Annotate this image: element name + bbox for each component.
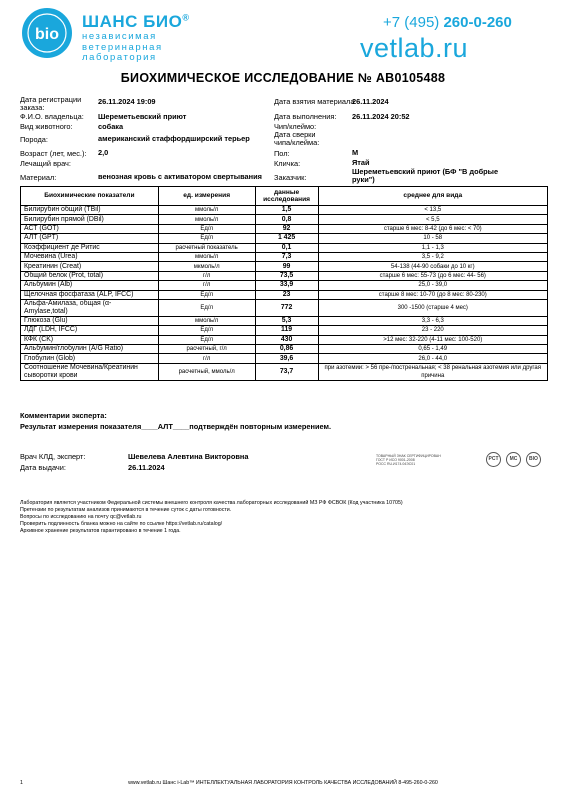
- breed: американский стаффордширский терьер: [98, 134, 250, 143]
- reference-cell: 10 - 58: [318, 234, 547, 243]
- table-row: [21, 243, 548, 252]
- unit-cell: Ед/л: [158, 224, 255, 233]
- reference-cell: 23 - 220: [318, 326, 547, 335]
- table-row: [21, 363, 548, 380]
- logo-text: bio: [35, 26, 59, 43]
- parameter-name: Креатинин (Creat): [21, 262, 159, 271]
- table-row: [21, 215, 548, 224]
- age-label: Возраст (лет, мес.):: [20, 149, 87, 158]
- parameter-name: КФК (CK): [21, 335, 159, 344]
- reference-cell: < 13,5: [318, 206, 547, 215]
- sex: М: [352, 148, 359, 157]
- note-line: Архивное хранение результатов гарантировано в течение 1 года.: [20, 528, 181, 534]
- report-title: БИОХИМИЧЕСКОЕ ИССЛЕДОВАНИЕ № АВ0105488: [120, 71, 446, 85]
- table-row: [21, 345, 548, 354]
- parameter-name: Мочевина (Urea): [21, 252, 159, 261]
- unit-cell: г/л: [158, 271, 255, 280]
- note-line: Лаборатория является участником Федеральной системы внешнего контроля качества лабораторных исследований МЗ РФ ФСВОК (Код участника 10705): [20, 500, 403, 506]
- lab-logo: [22, 8, 72, 58]
- value-cell: 39,6: [255, 354, 318, 363]
- parameter-name: Глюкоза (Glu): [21, 316, 159, 325]
- sex-label: Пол:: [274, 149, 290, 158]
- table-row: [21, 299, 548, 316]
- note-line: Претензии по результатам анализов принимаются в течение суток с даты готовности.: [20, 507, 232, 513]
- sample-date: 26.11.2024: [352, 97, 389, 106]
- value-cell: 5,3: [255, 316, 318, 325]
- value-cell: 0,8: [255, 215, 318, 224]
- table-row: [21, 281, 548, 290]
- reference-cell: 54-138 (44-90 собаки до 10 кг): [318, 262, 547, 271]
- reference-cell: 1,1 - 1,3: [318, 243, 547, 252]
- value-cell: 23: [255, 290, 318, 299]
- unit-cell: мкмоль/л: [158, 262, 255, 271]
- parameter-name: Глобулин (Glob): [21, 354, 159, 363]
- sample-date-label: Дата взятия материала: [274, 97, 355, 106]
- customer: Шереметьевский приют (БФ "В добрые руки"): [352, 167, 499, 184]
- parameter-name: Билирубин общий (TBil): [21, 206, 159, 215]
- value-cell: 73,7: [255, 363, 318, 380]
- parameter-name: АЛТ (GPT): [21, 234, 159, 243]
- unit-cell: Ед/л: [158, 335, 255, 344]
- owner-label: Ф.И.О. владельца:: [20, 112, 84, 121]
- value-cell: 92: [255, 224, 318, 233]
- parameter-name: Соотношение Мочевина/Креатинин сыворотки крови: [21, 363, 159, 380]
- results-table: [20, 186, 548, 381]
- table-row: [21, 206, 548, 215]
- value-cell: 1 425: [255, 234, 318, 243]
- unit-cell: г/л: [158, 354, 255, 363]
- table-row: [21, 262, 548, 271]
- value-cell: 7,3: [255, 252, 318, 261]
- reg-date: 26.11.2024 19:09: [98, 97, 156, 106]
- note-line: Вопросы по исследованию на почту qc@vetlab.ru: [20, 514, 142, 520]
- table-row: [21, 335, 548, 344]
- parameter-name: Альфа-Амилаза, общая (α-Amylase,total): [21, 299, 159, 316]
- reference-cell: >12 мес: 32-220 (4-11 мес: 100-520): [318, 335, 547, 344]
- comments-heading: Комментарии эксперта:: [20, 411, 107, 420]
- lab-website[interactable]: vetlab.ru: [360, 33, 469, 63]
- value-cell: 1,5: [255, 206, 318, 215]
- unit-cell: расчетный показатель: [158, 243, 255, 252]
- parameter-name: АСТ (GOT): [21, 224, 159, 233]
- reference-cell: 3,3 - 6,3: [318, 316, 547, 325]
- issue-date: 26.11.2024: [128, 463, 165, 472]
- species-label: Вид животного:: [20, 122, 73, 131]
- parameter-name: Общий белок (Prot, total): [21, 271, 159, 280]
- unit-cell: г/л: [158, 281, 255, 290]
- value-cell: 430: [255, 335, 318, 344]
- parameter-name: Щелочная фосфатаза (ALP, IFCC): [21, 290, 159, 299]
- reference-cell: 26,0 - 44,0: [318, 354, 547, 363]
- breed-label: Порода:: [20, 135, 48, 144]
- chip-label: Чип/клеймо:: [274, 122, 317, 131]
- value-cell: 119: [255, 326, 318, 335]
- reference-cell: при азотемии: > 56 пре-/постренальная; < 38 ренальная азотемия или другая причина: [318, 363, 547, 380]
- material-label: Материал:: [20, 173, 57, 182]
- age: 2,0: [98, 148, 109, 157]
- nickname-label: Кличка:: [274, 159, 301, 168]
- unit-cell: ммоль/л: [158, 206, 255, 215]
- table-row: [21, 234, 548, 243]
- brand-subtitle: независимая ветеринарная лаборатория: [82, 31, 163, 63]
- col-header-unit: ед. измерения: [158, 187, 255, 206]
- parameter-name: Билирубин прямой (DBil): [21, 215, 159, 224]
- mc-cert-icon: MC: [506, 452, 521, 467]
- reference-cell: 25,0 - 39,0: [318, 281, 547, 290]
- done-date-label: Дата выполнения:: [274, 112, 337, 121]
- unit-cell: расчетный, г/л: [158, 345, 255, 354]
- value-cell: 772: [255, 299, 318, 316]
- table-header-row: [21, 187, 548, 206]
- comments-text: Результат измерения показателя____АЛТ____подтверждён повторным измерением.: [20, 422, 332, 431]
- reference-cell: 300 -1500 (старше 4 мес): [318, 299, 547, 316]
- page-number: 1: [20, 780, 23, 786]
- parameter-name: Альбумин/глобулин (A/G Ratio): [21, 345, 159, 354]
- unit-cell: ммоль/л: [158, 316, 255, 325]
- lab-notes: [20, 500, 540, 535]
- pct-cert-icon: PCT: [486, 452, 501, 467]
- chip-check-label: Дата сверки чипа/клейма:: [274, 130, 320, 147]
- reference-cell: 3,5 - 9,2: [318, 252, 547, 261]
- note-line: Проверить подлинность бланка можно на сайте по ссылке https://vetlab.ru/catalog/: [20, 521, 223, 527]
- reference-cell: старше 6 мес: 55-73 (до 6 мес: 44- 56): [318, 271, 547, 280]
- col-header-value: данные исследования: [255, 187, 318, 206]
- brand-name: ШАНС БИО®: [82, 12, 190, 31]
- value-cell: 33,9: [255, 281, 318, 290]
- col-header-reference: среднее для вида: [318, 187, 547, 206]
- vet-label: Лечащий врач:: [20, 159, 71, 168]
- bio-cert-icon: BIO: [526, 452, 541, 467]
- customer-label: Заказчик:: [274, 173, 307, 182]
- value-cell: 0,1: [255, 243, 318, 252]
- table-row: [21, 224, 548, 233]
- reference-cell: 0,65 - 1,49: [318, 345, 547, 354]
- table-row: [21, 326, 548, 335]
- species: собака: [98, 122, 124, 131]
- parameter-name: Альбумин (Alb): [21, 281, 159, 290]
- table-row: [21, 252, 548, 261]
- done-date: 26.11.2024 20:52: [352, 112, 410, 121]
- value-cell: 73,5: [255, 271, 318, 280]
- lab-phone: +7 (495) 260-0-260: [383, 14, 512, 31]
- doctor-label: Врач КЛД, эксперт:: [20, 452, 86, 461]
- parameter-name: ЛДГ (LDH, IFCC): [21, 326, 159, 335]
- unit-cell: ммоль/л: [158, 215, 255, 224]
- material: венозная кровь с активатором свертывания: [98, 172, 262, 181]
- reference-cell: старше 6 мес: 8-42 (до 6 мес: < 70): [318, 224, 547, 233]
- unit-cell: Ед/л: [158, 299, 255, 316]
- unit-cell: Ед/л: [158, 234, 255, 243]
- reference-cell: старше 8 мес: 10-70 (до 8 мес: 80-230): [318, 290, 547, 299]
- unit-cell: Ед/л: [158, 326, 255, 335]
- owner: Шереметьевский приют: [98, 112, 187, 121]
- unit-cell: ммоль/л: [158, 252, 255, 261]
- table-row: [21, 271, 548, 280]
- table-row: [21, 290, 548, 299]
- value-cell: 0,86: [255, 345, 318, 354]
- unit-cell: Ед/л: [158, 290, 255, 299]
- reg-date-label: Дата регистрации заказа:: [20, 95, 82, 112]
- reference-cell: < 5,5: [318, 215, 547, 224]
- bio-logo-icon: [24, 10, 70, 56]
- nickname: Ятай: [352, 158, 370, 167]
- value-cell: 99: [255, 262, 318, 271]
- certification-stamp: ТОВАРНЫЙ ЗНАК СЕРТИФИЦИРОВАН ГОСТ Р ИСО 9001-2008 РОСС RU.И174.04ЭС01: [376, 454, 441, 467]
- table-row: [21, 316, 548, 325]
- parameter-name: Коэффициент де Ритис: [21, 243, 159, 252]
- table-row: [21, 354, 548, 363]
- doctor-name: Шевелева Алевтина Викторовна: [128, 452, 249, 461]
- col-header-parameter: Биохимические показатели: [21, 187, 159, 206]
- page-footer: www.vetlab.ru Шанс i-Lab™ ИНТЕЛЛЕКТУАЛЬНАЯ ЛАБОРАТОРИЯ КОНТРОЛЬ КАЧЕСТВА ИССЛЕДОВАНИЙ 8-495-260-0-260: [128, 780, 438, 786]
- unit-cell: расчетный, ммоль/л: [158, 363, 255, 380]
- issue-date-label: Дата выдачи:: [20, 463, 66, 472]
